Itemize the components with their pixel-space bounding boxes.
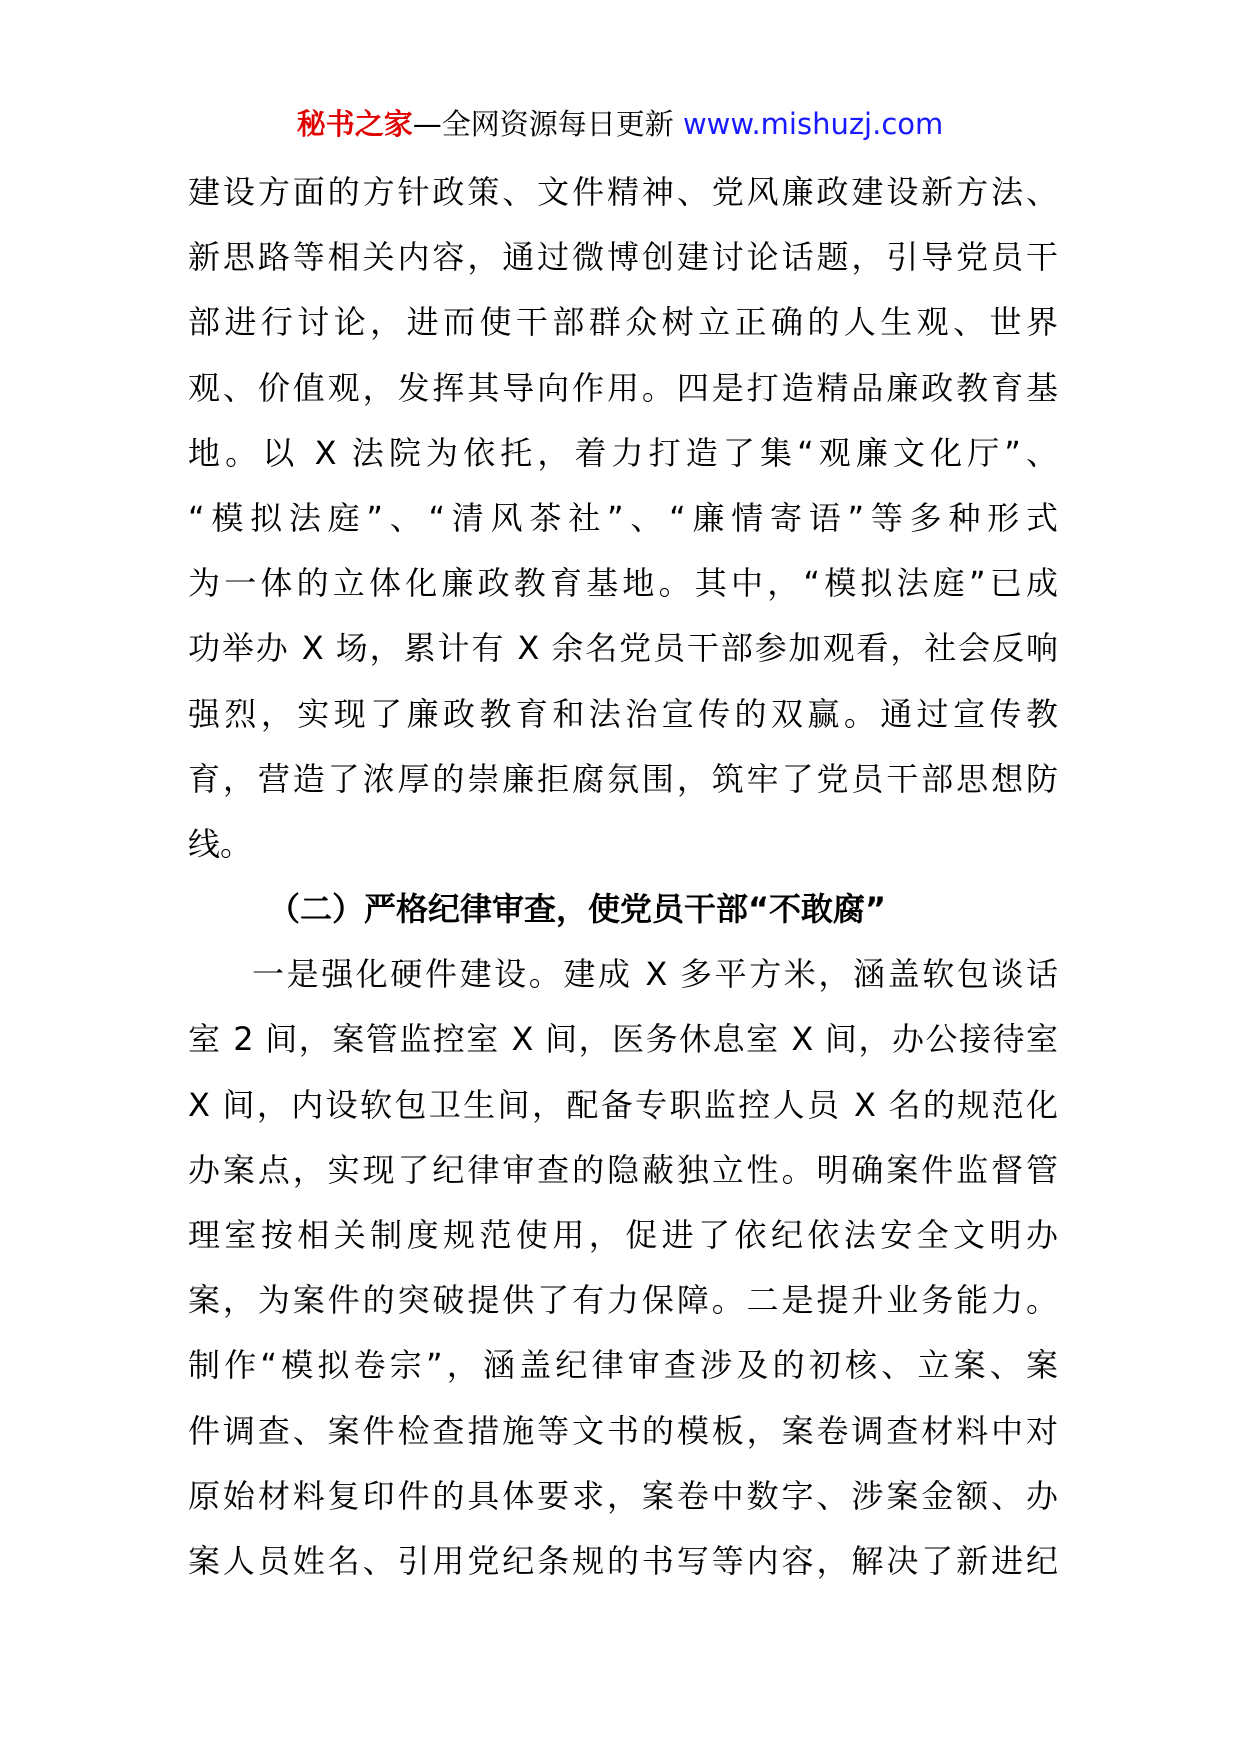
text-line: 案，为案件的突破提供了有力保障。二是提升业务能力。	[188, 1281, 1058, 1320]
text-line: 案人员姓名、引用党纪条规的书写等内容，解决了新进纪	[188, 1541, 1058, 1580]
text-line: 办案点，实现了纪律审查的隐蔽独立性。明确案件监督管	[188, 1150, 1058, 1189]
text-line-last: 线。	[188, 824, 253, 863]
document-body	[188, 160, 1058, 1594]
text-line: 室 2 间，案管监控室 X 间，医务休息室 X 间，办公接待室	[188, 1020, 1058, 1059]
text-line: 功举办 X 场，累计有 X 余名党员干部参加观看，社会反响	[188, 629, 1058, 668]
text-line: 原始材料复印件的具体要求，案卷中数字、涉案金额、办	[188, 1476, 1058, 1515]
text-line: 新思路等相关内容，通过微博创建讨论话题，引导党员干	[188, 238, 1058, 277]
section-heading: （二）严格纪律审查，使党员干部“不敢腐”	[268, 890, 887, 929]
header-url-link[interactable]: www.mishuzj.com	[682, 107, 944, 141]
text-line-indented: 一是强化硬件建设。建成 X 多平方米，涵盖软包谈话	[252, 955, 1058, 994]
text-line: 制作“模拟卷宗”，涵盖纪律审查涉及的初核、立案、案	[188, 1346, 1058, 1385]
text-line: 强烈，实现了廉政教育和法治宣传的双赢。通过宣传教	[188, 694, 1058, 733]
text-line: 育，营造了浓厚的崇廉拒腐氛围，筑牢了党员干部思想防	[188, 759, 1058, 798]
text-line: 为一体的立体化廉政教育基地。其中，“模拟法庭”已成	[188, 564, 1058, 603]
header-tagline: —全网资源每日更新	[412, 107, 674, 141]
text-line: X 间，内设软包卫生间，配备专职监控人员 X 名的规范化	[188, 1085, 1058, 1124]
text-line: 理室按相关制度规范使用，促进了依纪依法安全文明办	[188, 1216, 1058, 1254]
text-line: “模拟法庭”、“清风茶社”、“廉情寄语”等多种形式	[188, 498, 1058, 537]
text-line: 地。以 X 法院为依托，着力打造了集“观廉文化厅”、	[188, 433, 1058, 472]
header-brand: 秘书之家	[296, 107, 413, 141]
text-line: 件调查、案件检查措施等文书的模板，案卷调查材料中对	[188, 1411, 1058, 1450]
text-line: 部进行讨论，进而使干部群众树立正确的人生观、世界	[188, 303, 1058, 342]
text-line: 建设方面的方针政策、文件精神、党风廉政建设新方法、	[188, 173, 1058, 211]
page-header	[0, 104, 1240, 144]
text-line: 观、价值观，发挥其导向作用。四是打造精品廉政教育基	[188, 368, 1058, 407]
